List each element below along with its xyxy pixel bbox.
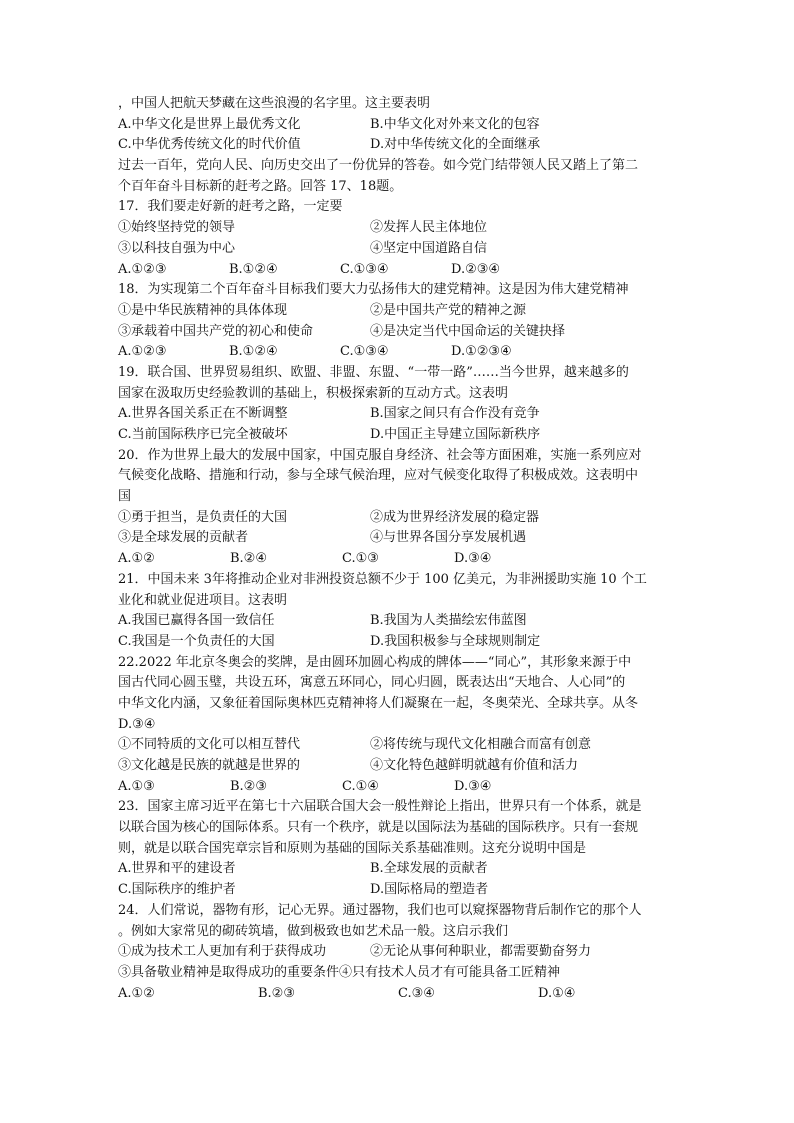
statement-1: ①不同特质的文化可以相互替代 bbox=[118, 737, 301, 753]
text-line: ，中国人把航天梦藏在这些浪漫的名字里。这主要表明 bbox=[118, 96, 431, 111]
answer-a: A.①② bbox=[118, 985, 155, 1001]
statements-row bbox=[118, 735, 678, 756]
options-row bbox=[118, 135, 678, 156]
answer-b: B.①②④ bbox=[229, 261, 278, 277]
answer-b: B.②④ bbox=[230, 551, 267, 567]
statements-row bbox=[118, 528, 678, 549]
answer-d: D.③④ bbox=[454, 778, 492, 794]
text-line: 国家在汲取历史经验教训的基础上，积极探索新的互动方式。这表明 bbox=[118, 385, 509, 401]
option-b: B.国家之间只有合作没有竞争 bbox=[370, 406, 540, 422]
options-row bbox=[118, 404, 678, 425]
question-18: 18．为实现第二个百年奋斗目标我们要大力弘扬伟大的建党精神。这是因为伟大建党精神 bbox=[118, 282, 629, 298]
statement-1: ①是中华民族精神的具体体现 bbox=[118, 302, 288, 318]
options-row bbox=[118, 632, 678, 653]
answer-c: C.①③④ bbox=[340, 261, 389, 277]
statements-row bbox=[118, 756, 678, 777]
statement-1: ①勇于担当，是负责任的大国 bbox=[118, 509, 288, 525]
answer-d: D.①④ bbox=[538, 985, 576, 1001]
answer-c: C.①③ bbox=[342, 551, 379, 567]
text-line: 。例如大家常见的砌砖筑墙，做到极致也如艺术品一般。这启示我们 bbox=[118, 923, 509, 939]
text-line: 过去一百年，党向人民、向历史交出了一份优异的答卷。如今党门结带领人民又踏上了第二 bbox=[118, 158, 639, 174]
statement-3: ③文化越是民族的就越是世界的 bbox=[118, 758, 301, 773]
question-20: 20．作为世界上最大的发展中国家，中国克服自身经济、社会等方面困难，实施一系列应对 bbox=[118, 447, 642, 463]
option-d: D.我国积极参与全球规则制定 bbox=[370, 633, 541, 649]
answer-c: C.③④ bbox=[398, 985, 435, 1001]
text-line: 国 bbox=[118, 489, 132, 505]
statements-row bbox=[118, 239, 678, 260]
option-c: C.中华优秀传统文化的时代价值 bbox=[118, 137, 301, 153]
statements-row bbox=[118, 508, 678, 529]
answer-d: D.①②③④ bbox=[451, 344, 512, 360]
answer-a: A.①② bbox=[118, 551, 155, 567]
option-d: D.对中华传统文化的全面继承 bbox=[370, 137, 541, 153]
options-row bbox=[118, 880, 678, 901]
text-line: 气候变化战略、措施和行动，参与全球气候治理，应对气候变化取得了积极成效。这表明中 bbox=[118, 468, 639, 484]
statement-2: ②成为世界经济发展的稳定器 bbox=[370, 509, 540, 525]
options-row bbox=[118, 611, 678, 632]
statement-2: ②是中国共产党的精神之源 bbox=[370, 302, 527, 318]
options-row bbox=[118, 115, 678, 136]
text-line: 国古代同心圆玉璧，共设五环，寓意五环同心，同心归圆，既表达出“天地合、人心同”的 bbox=[118, 675, 626, 691]
options-row bbox=[118, 425, 678, 446]
text-line: 以联合国为核心的国际体系。只有一个秩序，就是以国际法为基础的国际秩序。只有一套规 bbox=[118, 820, 639, 836]
exam-page bbox=[118, 94, 678, 1004]
statement-4: ④坚定中国道路自信 bbox=[370, 240, 488, 256]
statement-2: ②将传统与现代文化相融合而富有创意 bbox=[370, 737, 592, 753]
option-d: D.中国正主导建立国际新秩序 bbox=[370, 427, 541, 442]
answers-row bbox=[118, 342, 678, 363]
answer-a: A.①②③ bbox=[118, 261, 167, 277]
statement-1: ①成为技术工人更加有利于获得成功 bbox=[118, 944, 327, 960]
answer-a: A.①③ bbox=[118, 778, 155, 794]
statement-2: ②发挥人民主体地位 bbox=[370, 220, 488, 236]
question-17: 17．我们要走好新的赶考之路，一定要 bbox=[118, 199, 343, 215]
statements-row bbox=[118, 218, 678, 239]
answer-c: C.①④ bbox=[342, 778, 379, 794]
question-19: 19．联合国、世界贸易组织、欧盟、非盟、东盟、“一带一路”……当今世界，越来越多的 bbox=[118, 364, 629, 380]
option-c: C.我国是一个负责任的大国 bbox=[118, 633, 275, 649]
question-22: 22.2022 年北京冬奥会的奖牌，是由圆环加圆心构成的牌体——“同心”，其形象来源于中 bbox=[118, 654, 632, 670]
answer-b: B.②③ bbox=[258, 985, 295, 1001]
option-c: C.当前国际秩序已完全被破坏 bbox=[118, 427, 288, 442]
answer-c: C.①③④ bbox=[340, 344, 389, 360]
text-line: 中华文化内涵，又象征着国际奥林匹克精神将人们凝聚在一起，冬奥荣光、全球共享。从冬 bbox=[118, 695, 639, 711]
statements-row bbox=[118, 942, 678, 963]
statement-4: ④与世界各国分享发展机遇 bbox=[370, 530, 527, 546]
answer-a: A.①②③ bbox=[118, 344, 167, 360]
option-c: C.国际秩序的维护者 bbox=[118, 882, 236, 898]
answer-d: D.③④ bbox=[454, 551, 492, 567]
question-21: 21．中国未来 3年将推动企业对非洲投资总额不少于 100 亿美元，为非洲援助实施 10 个工 bbox=[118, 571, 647, 587]
statements-row bbox=[118, 322, 678, 343]
option-d: D.国际格局的塑造者 bbox=[370, 882, 489, 898]
statement-2: ②无论从事何种职业，都需要勤奋努力 bbox=[370, 944, 592, 960]
option-b: B.我国为人类描绘宏伟蓝图 bbox=[370, 613, 527, 629]
option-a: A.我国已赢得各国一致信任 bbox=[118, 613, 275, 629]
text-line: 个百年奋斗目标新的赶考之路。回答 17、18题。 bbox=[118, 178, 403, 194]
option-a: A.世界和平的建设者 bbox=[118, 861, 236, 877]
options-row bbox=[118, 859, 678, 880]
answers-row bbox=[118, 984, 678, 1005]
statement-4: ④文化特色越鲜明就越有价值和活力 bbox=[370, 758, 579, 773]
text-line: 业化和就业促进项目。这表明 bbox=[118, 592, 288, 608]
answer-b: B.②③ bbox=[230, 778, 267, 794]
statement-4: ④是决定当代中国命运的关键抉择 bbox=[370, 323, 566, 339]
text-line: 则，就是以联合国宪章宗旨和原则为基础的国际关系基础准则。这充分说明中国是 bbox=[118, 840, 587, 856]
statements-row: ③具备敬业精神是取得成功的重要条件④只有技术人员才有可能具备工匠精神 bbox=[118, 964, 561, 980]
question-24: 24．人们常说，器物有形，记心无界。通过器物，我们也可以窥探器物背后制作它的那个人 bbox=[118, 902, 642, 918]
answers-row bbox=[118, 549, 678, 570]
answer-d: D.②③④ bbox=[451, 261, 501, 277]
statement-1: ①始终坚持党的领导 bbox=[118, 220, 236, 236]
statement-3: ③承载着中国共产党的初心和使命 bbox=[118, 323, 314, 339]
statements-row bbox=[118, 301, 678, 322]
answers-row bbox=[118, 777, 678, 798]
statement-3: ③以科技自强为中心 bbox=[118, 240, 236, 256]
question-23: 23．国家主席习近平在第七十六届联合国大会一般性辩论上指出，世界只有一个体系，就是 bbox=[118, 799, 642, 815]
answers-row bbox=[118, 260, 678, 281]
option-a: A.世界各国关系正在不断调整 bbox=[118, 406, 288, 422]
option-b: B.中华文化对外来文化的包容 bbox=[370, 116, 540, 132]
option-a: A.中华文化是世界上最优秀文化 bbox=[118, 116, 301, 132]
option-b: B.全球发展的贡献者 bbox=[370, 861, 488, 877]
statement-3: ③是全球发展的贡献者 bbox=[118, 530, 249, 546]
answer-b: B.①②④ bbox=[229, 344, 278, 360]
text-line: D.③④ bbox=[118, 716, 156, 732]
